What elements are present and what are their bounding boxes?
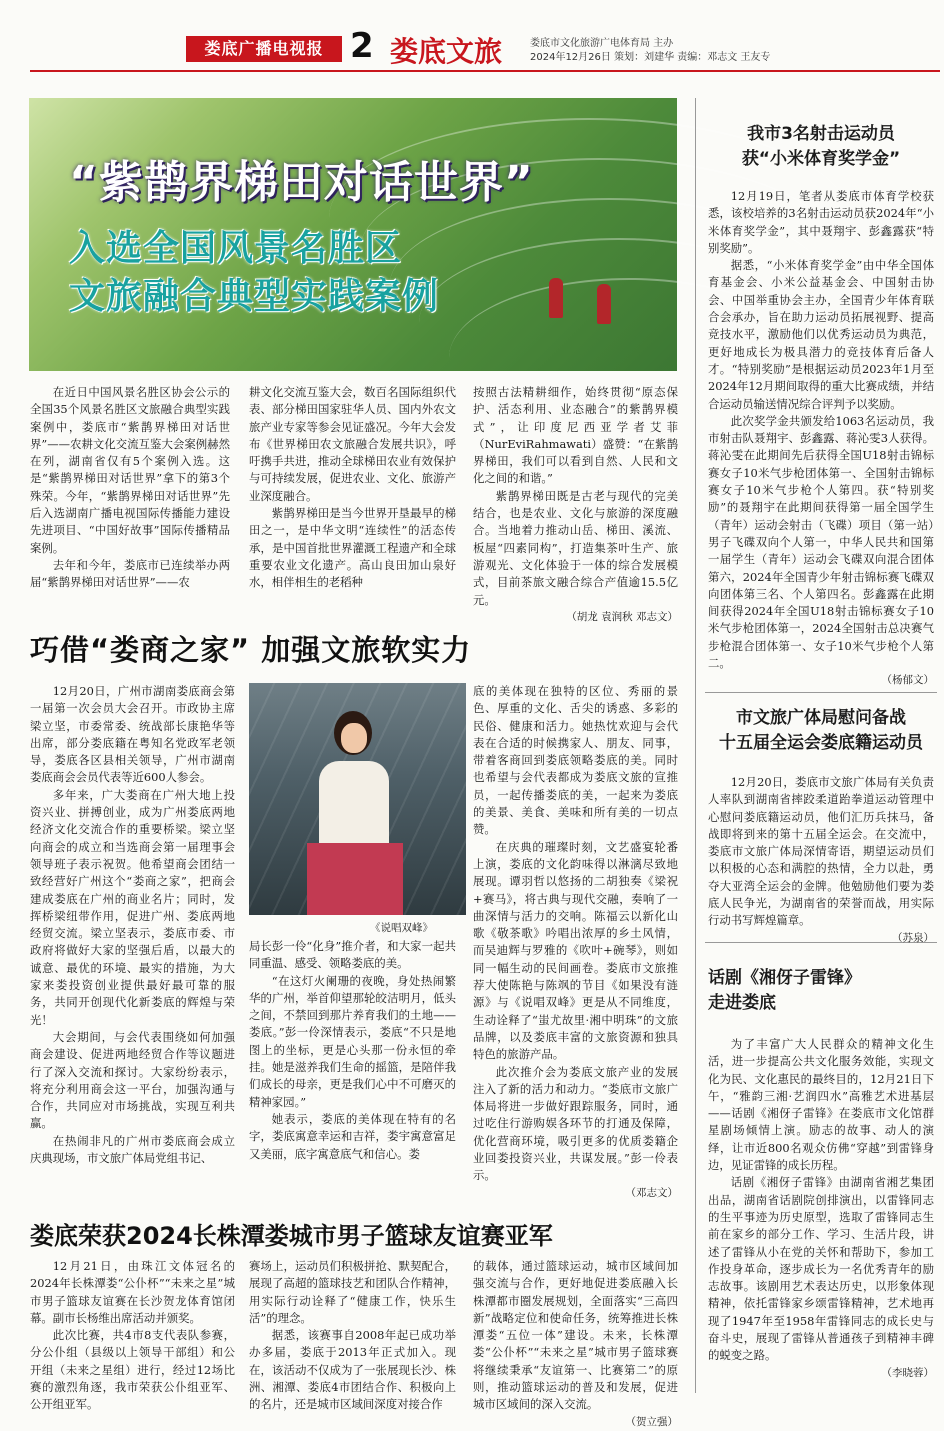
side2-title-1: 市文旅广体局慰问备战 [736, 708, 906, 728]
paragraph: 此次奖学金共颁发给1063名运动员，我市射击队聂翔宇、彭鑫露、蒋沁雯3人获得。蒋沁雯在此期间先后获得全国U18射击锦标赛女子10米气步枪团体第一、全国射击锦标赛女子10米气步枪个人第四。获“特别奖励”的聂翔宇在此期间获得第一届全国学生（青年）运动会射击（飞碟）项目（第一站）男子飞碟双向个人第一，中华人民共和国第一届学生（青年）运动会飞碟双向混合团体第六，2024年全国青少年射击锦标赛飞碟双向团体第三名、个人第四名。彭鑫露在此期间获得2024年全国U18射击锦标赛女子10米气步枪团体第一，2024全国射击总决赛气步枪混合团体第一、女子10米气步枪个人第二。 [708, 413, 934, 671]
paper-name: 娄底广播电视报 [186, 36, 342, 62]
paragraph: 在近日中国风景名胜区协会公示的全国35个风景名胜区文旅融合典型实践案例中，娄底市“紫鹊界梯田对话世界”——农耕文化交流互鉴大会案例赫然在列，湖南省仅有5个案例入选。这是“紫鹊界梯田对话世界”拿下的第3个殊荣。今年，“紫鹊界梯田对话世界”先后入选湖南广播电视国际传播能力建设先进项目、“中国好故事”国际传播精品案例。 [30, 385, 230, 555]
paragraph: 底的美体现在独特的区位、秀丽的景色、厚重的文化、舌尖的诱惑、多彩的民俗、健康和活力。她热忱欢迎与会代表在合适的时候携家人、朋友、同事，带着客商回到娄底领略娄底的美。同时也希望与会代表都成为娄底文旅的宣推员，一起传播娄底的美，一起来为娄底的美景、美食、美味和所有美的一切点赞。 [473, 684, 678, 837]
page-number: 2 [350, 26, 374, 66]
byline: （胡龙 袁润秋 邓志文） [566, 610, 678, 623]
lead-col-3 [473, 384, 678, 623]
paragraph: 12月21日，由珠江文体冠名的2024年长株潭娄“公仆杯”“未来之星”城市男子篮球友谊赛在长沙贺龙体育馆闭幕。副市长杨维出席活动并颁奖。 [30, 1259, 235, 1325]
headline-loushang: 巧借“娄商之家” 加强文旅软实力 [30, 633, 472, 667]
paragraph: 去年和今年，娄底市已连续举办两届“紫鹊界梯田对话世界”——农 [30, 557, 230, 590]
singer-blouse [319, 761, 389, 851]
paragraph: 局长彭一伶“化身”推介者，和大家一起共同重温、感受、领略娄底的美。 [249, 939, 456, 971]
side1-title-2: 获“小米体育奖学金” [741, 149, 901, 169]
paragraph: 按照古法精耕细作，始终贯彻“原态保护、活态利用、业态融合”的紫鹊界模式”，让印度尼西亚学者艾菲（NurEviRahmawati）盛赞：“在紫鹊界梯田，我们可以看到自然、人民和文化之间的和谐。” [473, 385, 678, 486]
paragraph: 话剧《湘伢子雷锋》由湖南省湘艺集团出品，湖南省话剧院创排演出，以雷锋同志的生平事迹为历史原型，选取了雷锋同志生前在家乡的部分工作、学习、生活片段，讲述了雷锋从小在党的关怀和帮助下，参加工作投身革命，逐步成长为一名优秀青年的励志故事。该剧用艺术表达历史，以形象体现精神，依托雷锋家乡颂雷锋精神，艺术地再现了1947年至1958年雷锋同志的成长史与奋斗史，展现了雷锋从普通孩子到精神丰碑的蜕变之路。 [708, 1175, 934, 1363]
paragraph: 12月20日，广州市湖南娄底商会第一届第一次会员大会召开。市政协主席梁立坚，市委常委、统战部长康艳华等出席，部分娄底籍在粤知名党政军老领导，娄底各区县相关领导，广州市湖南娄底商会会员代表等近600人参会。 [30, 684, 235, 785]
lanqiu-col-3 [473, 1258, 678, 1428]
side1-body [708, 188, 934, 688]
side1-title-1: 我市3名射击运动员 [747, 124, 895, 144]
paragraph: 据悉，该赛事自2008年起已成功举办多届，娄底于2013年正式加入。现在，该活动不仅成为了一张展现长沙、株洲、湘潭、娄底4市团结合作、积极向上的名片，还是城市区域间深度对接合作 [249, 1328, 456, 1412]
paragraph: 紫鹊界梯田是当今世界开垦最早的梯田之一，是中华文明“连续性”的活态传承，是中国首批世界灌溉工程遗产和全球重要农业文化遗产。高山良田加山泉好水，相伴相生的老稻种 [249, 506, 456, 590]
lead-col-2 [249, 384, 456, 616]
byline: （杨郁文） [881, 674, 934, 687]
figure-person [597, 284, 611, 324]
side3-body [708, 1036, 934, 1394]
section-name: 娄底文旅 [390, 35, 503, 68]
side2-title-2: 十五届全运会娄底籍运动员 [719, 733, 923, 753]
side-divider [705, 692, 937, 693]
paragraph: 的载体，通过篮球运动，城市区域间加强交流与合作，更好地促进娄底融入长株潭都市圈发展规划，全面落实“三高四新”战略定位和使命任务，统筹推进长株潭娄“五位一体”建设。未来，长株潭娄“公仆杯”“未来之星”城市男子篮球赛将继续秉承“友谊第一、比赛第二”的原则，推动篮球运动的普及和发展，促进城市区域间的深入交流。 [473, 1259, 678, 1412]
paragraph: 大会期间，与会代表围绕如何加强商会建设、促进两地经贸合作等议题进行了深入交流和探讨。大家纷纷表示，将充分利用商会这一平台，加强沟通与合作，共同应对市场挑战，实现互利共赢。 [30, 1029, 235, 1131]
headline-basketball: 娄底荣获2024长株潭娄城市男子篮球友谊赛亚军 [30, 1222, 553, 1250]
side2-body [708, 774, 934, 944]
paragraph: 耕文化交流互鉴大会，数百名国际组织代表、部分梯田国家驻华人员、国内外农文旅产业专家等参会见证盛况。今年大会发布《世界梯田农文旅融合发展共识》，呼吁携手共进，推动全球梯田农业有效保护与可持续发展，促进农业、文化、旅游产业深度融合。 [249, 385, 456, 503]
byline: （李晓蓉） [881, 1366, 934, 1379]
byline: （苏泉） [892, 931, 934, 944]
paragraph: 她表示，娄底的美体现在特有的名字，娄底寓意幸运和吉祥，娄宇寓意富足又美丽，底字寓意底气和信心。娄 [249, 1111, 456, 1161]
host-line: 娄底市文化旅游广电体育局 主办 [530, 38, 674, 49]
paragraph: 赛场上，运动员们积极拼抢、默契配合，展现了高超的篮球技艺和团队合作精神，用实际行动诠释了“健康工作，快乐生活”的理念。 [249, 1259, 456, 1325]
hero-photo-terraces [29, 98, 677, 371]
side3-title-2: 走进娄底 [708, 993, 776, 1013]
lead-title-sub2: 文旅融合典型实践案例 [69, 276, 440, 317]
shang-col-3 [473, 683, 678, 1199]
paragraph: “在这灯火阑珊的夜晚，身处热闹繁华的广州，举首仰望那轮皎洁明月，低头之间，不禁回到那片养育我们的土地——娄底。”彭一伶深情表示，娄底“不只是地图上的坐标，更是心头那一份永恒的牵挂。她是滋养我们生命的摇篮，是陪伴我们成长的母亲，更是我们心中不可磨灭的精神家园。” [249, 973, 456, 1109]
credits-line: 2024年12月26日 策划：刘建华 责编：邓志文 王友专 [530, 52, 771, 63]
column-divider [695, 98, 696, 1393]
figure-person [549, 278, 563, 318]
paragraph: 此次推介会为娄底文旅产业的发展注入了新的活力和动力。“娄底市文旅广体局将进一步做好跟踪服务，同时，通过吃住行游购娱各环节的打通及保障，优化营商环境，吸引更多的优质娄籍企业回娄投资兴业，共谋发展。”彭一伶表示。 [473, 1064, 678, 1183]
masthead [0, 0, 944, 88]
paragraph: 为了丰富广大人民群众的精神文化生活，进一步提高公共文化服务效能，实现文化为民、文化惠民的最终目的，12月21日下午，“雅韵三湘·艺润四水”高雅艺术进基层——话剧《湘伢子雷锋》在娄底市文化馆群星剧场倾情上演。励志的故事、动人的演绎，让市近800名观众仿佛“穿越”到雷锋身边，见证雷锋的成长历程。 [708, 1037, 934, 1173]
singer-skirt [307, 843, 403, 915]
paragraph: 多年来，广大娄商在广州大地上投资兴业、拼搏创业，成为广州娄底两地经济文化交流合作的重要桥梁。梁立坚向商会的成立和当选商会第一届理事会领导班子表示祝贺。他希望商会团结一致经营好广州这个“娄商之家”，把商会建成娄底在广州的商业名片；同时，发挥桥梁纽带作用，促进广州、娄底两地经贸交流。梁立坚表示，娄底市委、市政府将做好大家的坚强后盾，以最大的诚意、最优的环境、最实的措施，为大家来娄投资创业提供最好最可靠的服务，共同开创现代化新娄底的辉煌与荣光！ [30, 787, 235, 1027]
paragraph: 据悉，“小米体育奖学金”由中华全国体育基金会、小米公益基金会、中国射击协会、中国举重协会主办，全国青少年体育联合会承办，旨在助力运动员拓展视野、提高竞技水平，激励他们以优秀运动员为典范，更好地成长为极具潜力的竞技体育后备人才。“特别奖励”是根据运动员2023年1月至2024年12月期间取得的重大比赛成绩，并结合运动员输送情况综合评判予以奖励。 [708, 258, 934, 411]
lead-col-1 [30, 384, 230, 616]
paragraph: 在热闹非凡的广州市娄底商会成立庆典现场，市文旅广体局党组书记、 [30, 1133, 235, 1166]
shang-col-2 [249, 938, 456, 1198]
lanqiu-col-1 [30, 1258, 235, 1412]
paragraph: 紫鹊界梯田既是古老与现代的完美结合，也是农业、文化与旅游的深度融合。当地着力推动山岳、梯田、溪流、板屋“四素同构”，打造集茶叶生产、旅游观光、文化体验于一体的综合发展模式，目前茶旅文融合综合产值逾15.5亿元。 [473, 488, 678, 607]
photo-caption: 《说唱双峰》 [370, 922, 433, 934]
photo-singer [249, 683, 466, 915]
paragraph: 此次比赛，共4市8支代表队参赛，分公仆组（县级以上领导干部组）和公开组（未来之星组）进行，经过12场比赛的激烈角逐，我市荣获公仆组亚军、公开组亚军。 [30, 1328, 235, 1412]
singer-face [341, 723, 367, 753]
lead-title-main: “紫鹊界梯田对话世界” [69, 157, 534, 208]
masthead-rule [30, 70, 940, 72]
lanqiu-col-2 [249, 1258, 456, 1412]
paragraph: 12月19日，笔者从娄底市体育学校获悉，该校培养的3名射击运动员获2024年“小米体育奖学金”，其中聂翔宇、彭鑫露获“特别奖励”。 [708, 189, 934, 255]
shang-col-1 [30, 683, 235, 1199]
side3-title-1: 话剧《湘伢子雷锋》 [708, 968, 861, 988]
byline: （邓志文） [625, 1186, 678, 1199]
paragraph: 12月20日，娄底市文旅广体局有关负责人率队到湖南省摔跤柔道跆拳道运动管理中心慰问娄底籍运动员，他们汇历兵抹马，备战即将到来的第十五届全运会。在交流中，娄底市文旅广体局深情寄语，期望运动员们以积极的心态和满腔的热情，全力以赴，勇夺大亚湾全运会的金牌。他勉励他们要为娄底人民争光，为湖南省的荣誉而战，用实际行动书写辉煌篇章。 [708, 775, 934, 928]
byline: （贺立强） [625, 1415, 678, 1428]
paragraph: 在庆典的璀璨时刻，文艺盛宴轮番上演，娄底的文化韵味得以淋漓尽致地展现。谭羽哲以悠扬的二胡独奏《梁祝+赛马》，将古典与现代交融，奏响了一曲深情与活力的交响。陈福云以新化山歌《敬茶歌》吟唱出浓厚的乡土风情，而吴迪辉与罗雅的《吹叶+碗琴》，则如同一幅生动的民间画卷。娄底市文旅推荐大使陈艳与陈飒的节目《如果没有涟源》与《说唱双峰》更是从不同维度，生动诠释了“蚩尤故里·湘中明珠”的文旅品牌，以及娄底丰富的文旅资源和独具特色的旅游产品。 [473, 839, 678, 1062]
lead-title-sub1: 入选全国风景名胜区 [69, 228, 403, 269]
